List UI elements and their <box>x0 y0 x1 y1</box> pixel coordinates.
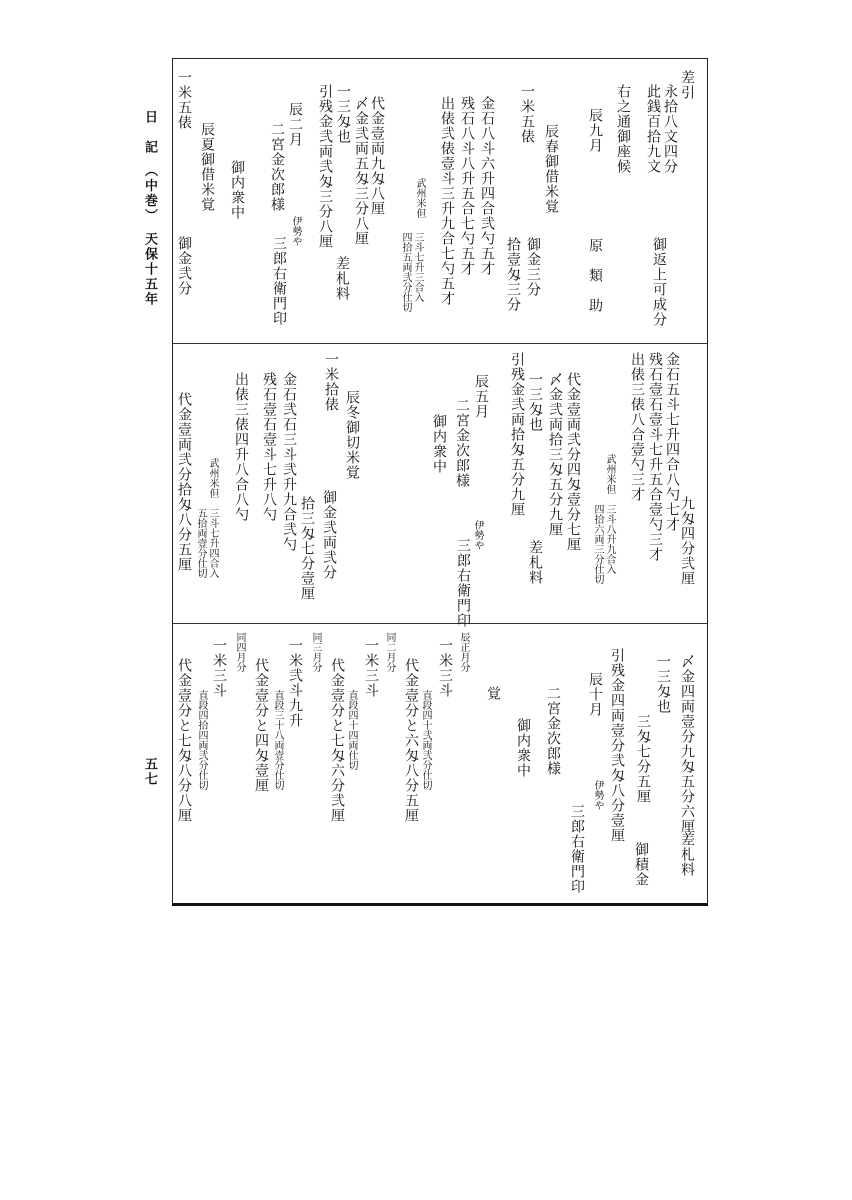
text-line: 金石八斗六升四合弐勺五才 <box>479 96 495 276</box>
text-line: 代金壹分と六匁八分五厘 <box>403 658 419 823</box>
text-line: 伊勢や <box>472 520 483 550</box>
section-divider-1 <box>173 343 707 344</box>
text-line: 三郎右衛門印 <box>569 804 585 894</box>
text-line: 四拾五両弐分仕切 <box>400 232 411 312</box>
text-line: 二宮金次郎様 <box>269 122 285 212</box>
text-line: 三郎右衛門印 <box>455 538 471 628</box>
text-line: 一米拾俵 <box>323 352 339 412</box>
text-line: 残石壹石壹斗七升八勺 <box>261 372 277 522</box>
text-line: 辰正月分 <box>458 632 469 672</box>
text-line: 辰二月 <box>287 102 303 147</box>
text-line: 辰冬御切米覚 <box>344 390 360 480</box>
text-line: 一米弐斗九升 <box>287 638 303 728</box>
text-line: 伊勢や <box>290 216 301 246</box>
text-line: 辰夏御借米覚 <box>199 122 215 212</box>
text-line: 原 類 助 <box>587 238 603 313</box>
text-line: 差札料 <box>527 540 543 585</box>
text-line: 二宮金次郎様 <box>454 398 470 488</box>
text-line: 差札料 <box>334 256 350 301</box>
text-line: 代金壹両弐分四匁壹分七厘 <box>565 372 581 552</box>
text-line: 御内衆中 <box>431 414 447 474</box>
text-line: 武州米但 <box>207 458 218 498</box>
text-line: 拾壹匁三分 <box>505 237 521 312</box>
text-line: 一米五俵 <box>519 84 535 144</box>
text-line: 残石八斗八升五合七勺五才 <box>459 96 475 276</box>
text-line: 三匁七分五厘 <box>635 714 651 804</box>
text-line: 辰十月 <box>587 672 603 717</box>
text-line: 直段四十四両仕切 <box>346 690 357 770</box>
text-line: 直段四十弐両弐分仕切 <box>420 690 431 790</box>
text-line: 代金壹分と七匁六分弐厘 <box>329 658 345 823</box>
text-line: 残石壹石壹斗七升五合壹勺三才 <box>647 352 663 562</box>
section-divider-2 <box>173 623 707 624</box>
text-line: 代金壹分と四匁壹厘 <box>253 658 269 793</box>
text-line: 武州米但 <box>604 454 615 494</box>
text-line: 御金弐分 <box>176 236 192 296</box>
text-line: 御金弐両弐分 <box>321 490 337 580</box>
text-line: 一米五俵 <box>176 70 192 130</box>
text-line: 直段三十八両壹分仕切 <box>272 690 283 790</box>
text-line: 御返上可成分 <box>651 237 667 327</box>
text-line: 辰五月 <box>473 374 489 419</box>
text-line: 一三匁也 <box>655 654 671 714</box>
text-line: 〆金弐両五匁三分八厘 <box>353 96 369 246</box>
text-line: 直段四拾四両弐分仕切 <box>196 690 207 790</box>
text-line: 〆金弐両拾三匁五分九厘 <box>547 372 563 537</box>
text-line: 出俵弐俵壹斗三升九合七勺五才 <box>439 96 455 306</box>
text-line: 一米三斗 <box>211 638 227 698</box>
text-line: 三斗七升四合入 <box>207 508 218 578</box>
text-line: 出俵三俵八合壹勺三才 <box>629 352 645 502</box>
text-line: 出俵三俵四升八合八勺 <box>233 372 249 522</box>
text-line: 代金壹両弐分拾匁八分五厘 <box>176 392 192 572</box>
text-line: 同三月分 <box>310 632 321 672</box>
text-line: 伊勢や <box>592 780 603 810</box>
text-line: 同四月分 <box>234 632 245 672</box>
text-line: 四拾六両三分仕切 <box>592 504 603 584</box>
text-line: 代金壹両九匁八厘 <box>369 96 385 216</box>
text-line: 同二月分 <box>384 632 395 672</box>
text-line: 御金三分 <box>525 237 541 297</box>
text-line: 引残金弐両弐匁三分八厘 <box>317 84 333 249</box>
text-line: 差引 <box>679 70 695 100</box>
text-line: 金石弐石三斗弐升九合弐勺 <box>281 372 297 552</box>
text-line: 覚 <box>485 686 501 701</box>
text-line: 一米三斗 <box>363 638 379 698</box>
text-line: 代金壹分と七匁八分八厘 <box>176 658 192 823</box>
text-line: 三郎右衛門印 <box>271 236 287 326</box>
text-line: 三斗八升九合入 <box>604 504 615 574</box>
text-line: 辰九月 <box>587 108 603 153</box>
page-number: 五七 <box>142 757 157 787</box>
text-line: 此銭百拾九文 <box>645 84 661 174</box>
text-line: 一三匁也 <box>527 372 543 432</box>
text-line: 引残金四両壹分弐匁八分壹厘 <box>609 648 625 843</box>
text-line: 御積金 <box>633 842 649 887</box>
text-line: 拾三匁七分壹厘 <box>299 496 315 601</box>
running-head: 日 記 （中巻） 天保十五年 <box>142 110 157 307</box>
text-line: 〆金四両壹分九匁五分六厘 <box>679 654 695 834</box>
text-line: 三斗七升三合入 <box>412 232 423 302</box>
text-line: 御内衆中 <box>229 160 245 220</box>
text-line: 辰春御借米覚 <box>543 124 559 214</box>
text-line: 差札料 <box>679 832 695 877</box>
text-line: 武州米但 <box>414 178 425 218</box>
text-line: 九匁四分弐厘 <box>679 496 695 586</box>
text-line: 五拾両壹分仕切 <box>195 508 206 578</box>
text-line: 御内衆中 <box>515 718 531 778</box>
text-line: 引残金弐両拾匁五分九厘 <box>509 352 525 517</box>
text-line: 二宮金次郎様 <box>545 686 561 776</box>
text-line: 永拾八文四分 <box>662 84 678 174</box>
text-line: 一三匁也 <box>335 84 351 144</box>
text-line: 右之通御座候 <box>615 84 631 174</box>
text-line: 金石五斗七升四合八勺七才 <box>664 352 680 532</box>
text-line: 一米三斗 <box>437 638 453 698</box>
